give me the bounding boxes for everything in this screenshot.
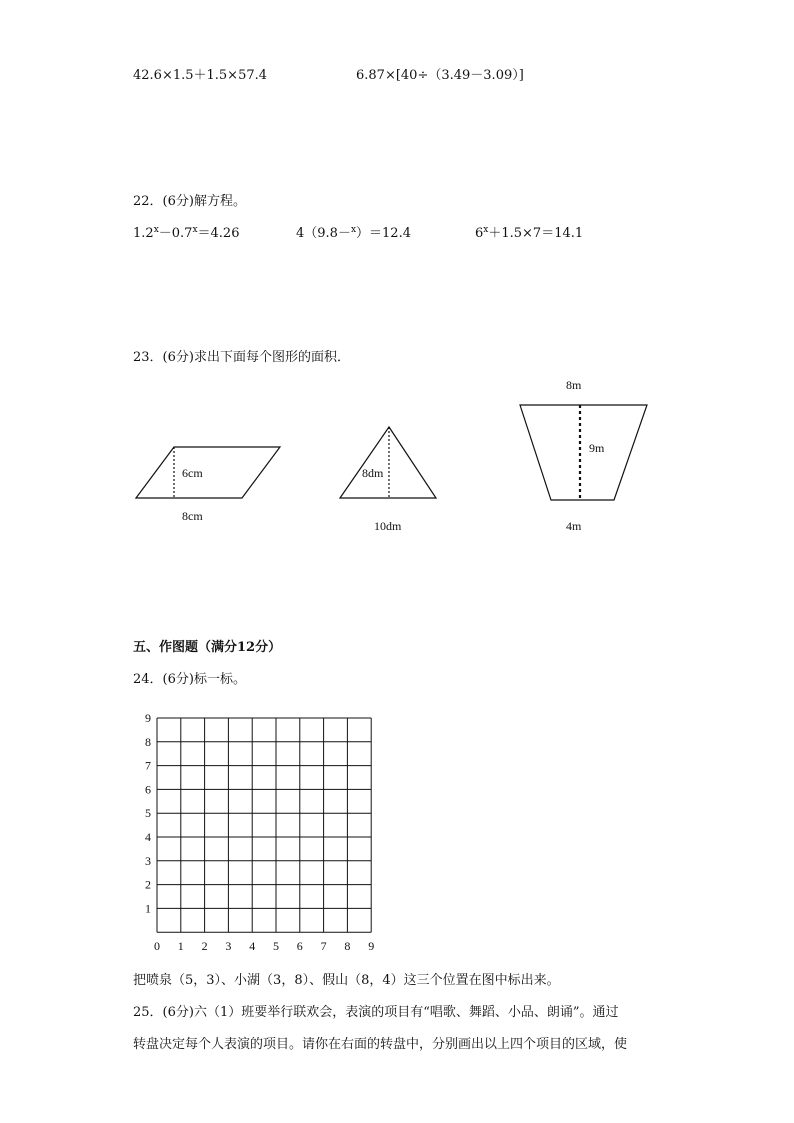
grid-x-label: 7 xyxy=(320,939,327,954)
parallelogram-figure xyxy=(136,447,280,523)
triangle-shape xyxy=(340,427,436,498)
grid-y-label: 6 xyxy=(145,782,151,797)
grid-y-label: 2 xyxy=(145,877,151,892)
q24-instruction: 把喷泉（5，3）、小湖（3，8）、假山（8，4）这三个位置在图中标出来。 xyxy=(133,973,560,988)
eq3-part-b: ＋1.5×7＝14.1 xyxy=(488,226,584,241)
grid-y-label: 4 xyxy=(145,830,151,844)
expression-2: 6.87×[40÷（3.49－3.09）] xyxy=(356,68,524,83)
trapezoid-top-label: 8m xyxy=(566,378,582,392)
eq1-part-a: 1.2 xyxy=(133,226,154,241)
eq2-part-a: 4（9.8－ xyxy=(296,226,351,241)
q22-title: 22．(6分)解方程。 xyxy=(133,194,246,209)
grid-x-label: 6 xyxy=(296,939,303,954)
trapezoid-height-label: 9m xyxy=(589,441,605,455)
grid-x-label: 2 xyxy=(201,939,208,954)
grid-y-label: 8 xyxy=(145,734,151,749)
grid-x-label: 4 xyxy=(249,939,256,954)
eq1-part-c: ＝4.26 xyxy=(197,226,240,241)
parallelogram-base-label: 8cm xyxy=(182,509,203,523)
grid-x-labels xyxy=(154,939,374,953)
coordinate-grid xyxy=(145,711,374,953)
triangle-base-label: 10dm xyxy=(374,519,402,533)
grid-y-label: 9 xyxy=(145,711,151,725)
q24-title: 24．(6分)标一标。 xyxy=(133,672,246,687)
grid-x-label: 9 xyxy=(368,939,375,954)
trapezoid-bottom-label: 4m xyxy=(566,519,582,533)
grid-y-label: 5 xyxy=(145,806,151,821)
grid-x-label: 8 xyxy=(344,939,351,954)
grid-y-label: 7 xyxy=(145,758,151,773)
q25-line-1: 25．(6分)六（1）班要举行联欢会，表演的项目有“唱歌、舞蹈、小品、朗诵”。通过 xyxy=(133,1005,619,1020)
grid-y-labels xyxy=(145,711,151,915)
grid-y-label: 1 xyxy=(145,901,151,916)
grid-x-label: 0 xyxy=(154,939,160,954)
q25-line-2: 转盘决定每个人表演的项目。请你在右面的转盘中，分别画出以上四个项目的区域，使 xyxy=(133,1037,628,1052)
eq1-var-1: x xyxy=(153,225,159,235)
grid-y-label: 3 xyxy=(145,853,151,868)
eq2-part-b: ）＝12.4 xyxy=(356,226,411,241)
section-5-title: 五、作图题（满分12分） xyxy=(133,640,282,655)
expression-1: 42.6×1.5＋1.5×57.4 xyxy=(133,68,268,83)
grid-x-label: 5 xyxy=(273,939,279,954)
eq1-var-2: x xyxy=(192,225,198,235)
trapezoid-shape xyxy=(520,405,647,500)
eq2-var: x xyxy=(350,225,357,235)
triangle-height-label: 8dm xyxy=(362,466,384,480)
eq3-part-a: 6 xyxy=(475,226,484,241)
triangle-figure xyxy=(340,427,436,533)
grid-x-label: 3 xyxy=(225,939,232,954)
trapezoid-figure xyxy=(520,378,647,533)
parallelogram-height-label: 6cm xyxy=(182,466,203,480)
eq3-var: x xyxy=(483,225,489,235)
eq1-part-b: －0.7 xyxy=(158,226,193,241)
grid-x-label: 1 xyxy=(177,939,184,954)
q23-title: 23．(6分)求出下面每个图形的面积． xyxy=(133,350,350,365)
parallelogram-shape xyxy=(136,447,280,498)
grid-lines xyxy=(157,718,371,932)
